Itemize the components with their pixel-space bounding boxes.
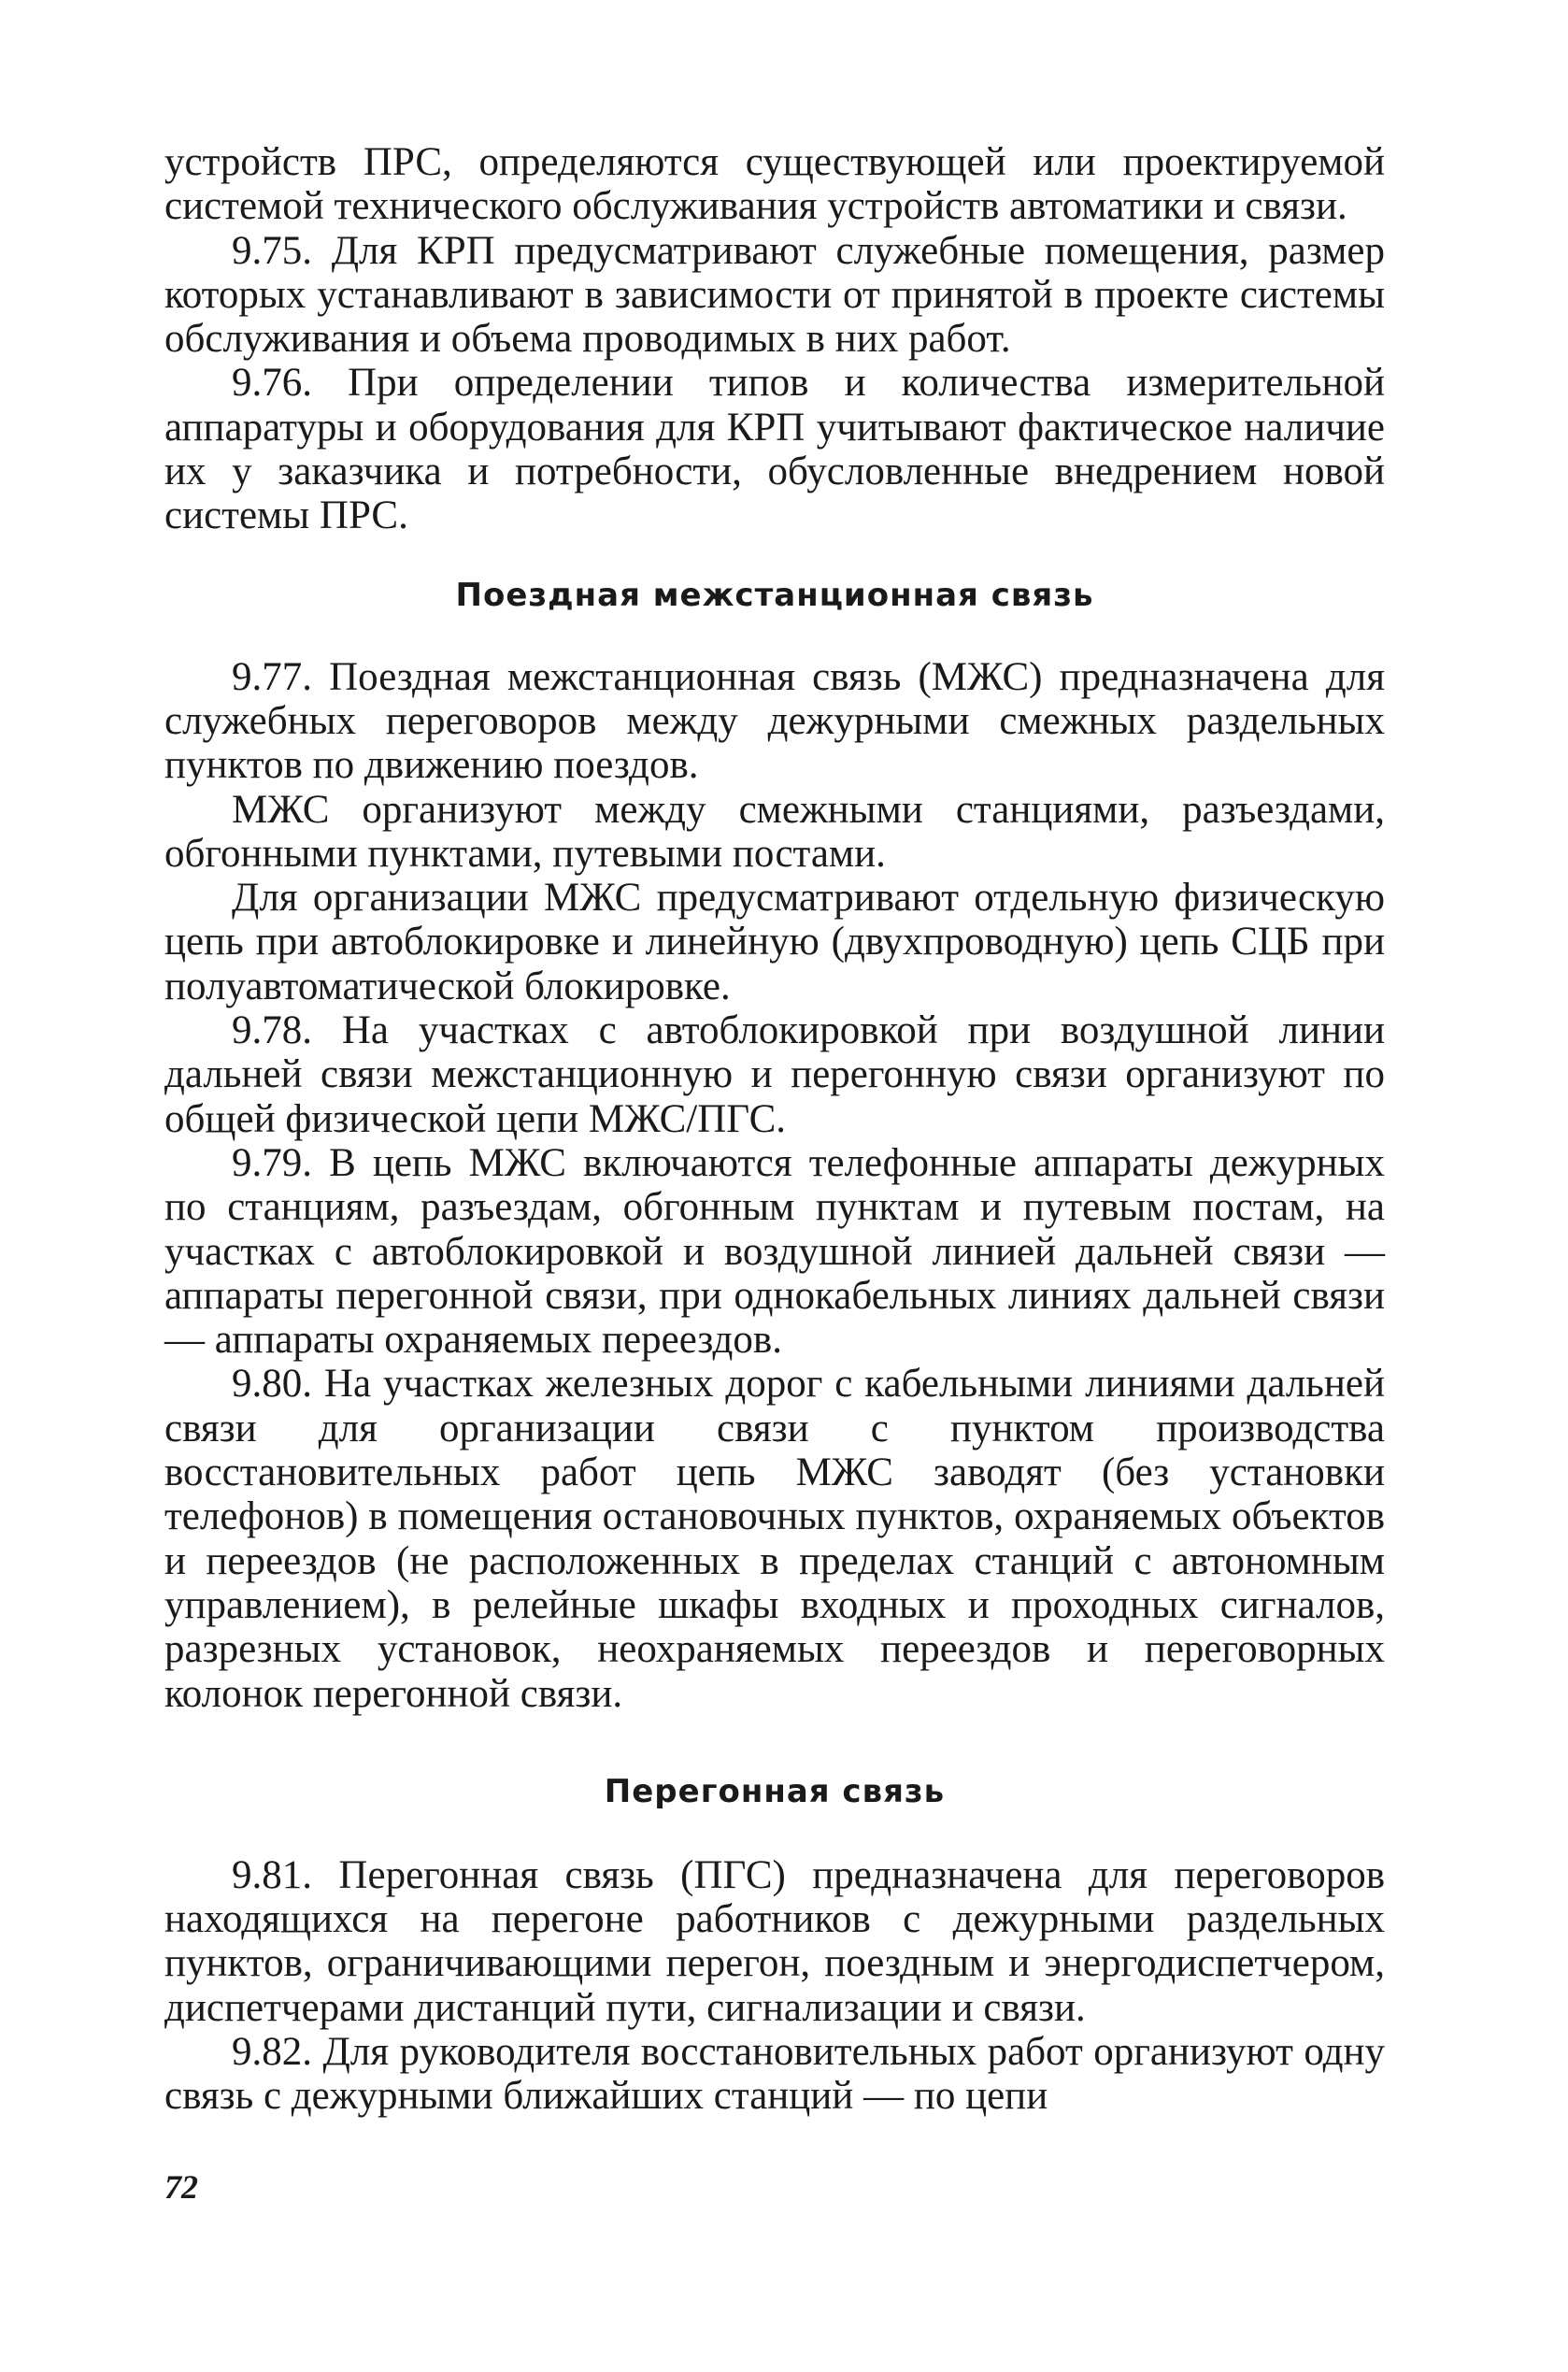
paragraph-continuation: устройств ПРС, определяются существующей или проектируемой системой технического обслуживания устройств автоматики и связи. (164, 140, 1385, 229)
paragraph-9-82: 9.82. Для руководителя восстановительных работ организуют одну связь с дежурными ближайших станций — по цепи (164, 2029, 1385, 2119)
paragraph-9-79: 9.79. В цепь МЖС включаются телефонные аппараты дежурных по станциям, разъездам, обгонным пунктам и путевым постам, на участках с автоблокировкой и воздушной линией дальней связи — аппараты перегонной связи, при однокабельных линиях дальней связи — аппараты охраняемых переездов. (164, 1140, 1385, 1363)
paragraph-mzhs-organization: МЖС организуют между смежными станциями, разъездами, обгонными пунктами, путевыми постами. (164, 787, 1385, 876)
page-number: 72 (164, 2168, 198, 2206)
paragraph-9-78: 9.78. На участках с автоблокировкой при воздушной линии дальней связи межстанционную и перегонную связи организуют по общей физической цепи МЖС/ПГС. (164, 1008, 1385, 1141)
paragraph-mzhs-circuit: Для организации МЖС предусматривают отдельную физическую цепь при автоблокировке и линейную (двухпроводную) цепь СЦБ при полуавтоматической блокировке. (164, 876, 1385, 1008)
section-heading-train-interstation-communication: Поездная межстанционная связь (455, 576, 1094, 614)
paragraph-9-76: 9.76. При определении типов и количества измерительной аппаратуры и оборудования для КРП учитывают фактическое наличие их у заказчика и потребности, обусловленные внедрением новой системы ПРС. (164, 361, 1385, 538)
document-page (164, 140, 1385, 2119)
section-heading-haul-communication: Перегонная связь (604, 1772, 946, 1810)
paragraph-9-80: 9.80. На участках железных дорог с кабельными линиями дальней связи для организации связи с пунктом производства восстановительных работ цепь МЖС заводят (без установки телефонов) в помещения остановочных пунктов, охраняемых объектов и переездов (не расположенных в пределах станций с автономным управлением), в релейные шкафы входных и проходных сигналов, разрезных установок, неохраняемых переездов и переговорных колонок перегонной связи. (164, 1362, 1385, 1716)
paragraph-9-77: 9.77. Поездная межстанционная связь (МЖС) предназначена для служебных переговоров между дежурными смежных раздельных пунктов по движению поездов. (164, 654, 1385, 788)
paragraph-9-81: 9.81. Перегонная связь (ПГС) предназначена для переговоров находящихся на перегоне работников с дежурными раздельных пунктов, ограничивающими перегон, поездным и энергодиспетчером, диспетчерами дистанций пути, сигнализации и связи. (164, 1852, 1385, 2030)
paragraph-9-75: 9.75. Для КРП предусматривают служебные помещения, размер которых устанавливают в зависимости от принятой в проекте системы обслуживания и объема проводимых в них работ. (164, 228, 1385, 362)
